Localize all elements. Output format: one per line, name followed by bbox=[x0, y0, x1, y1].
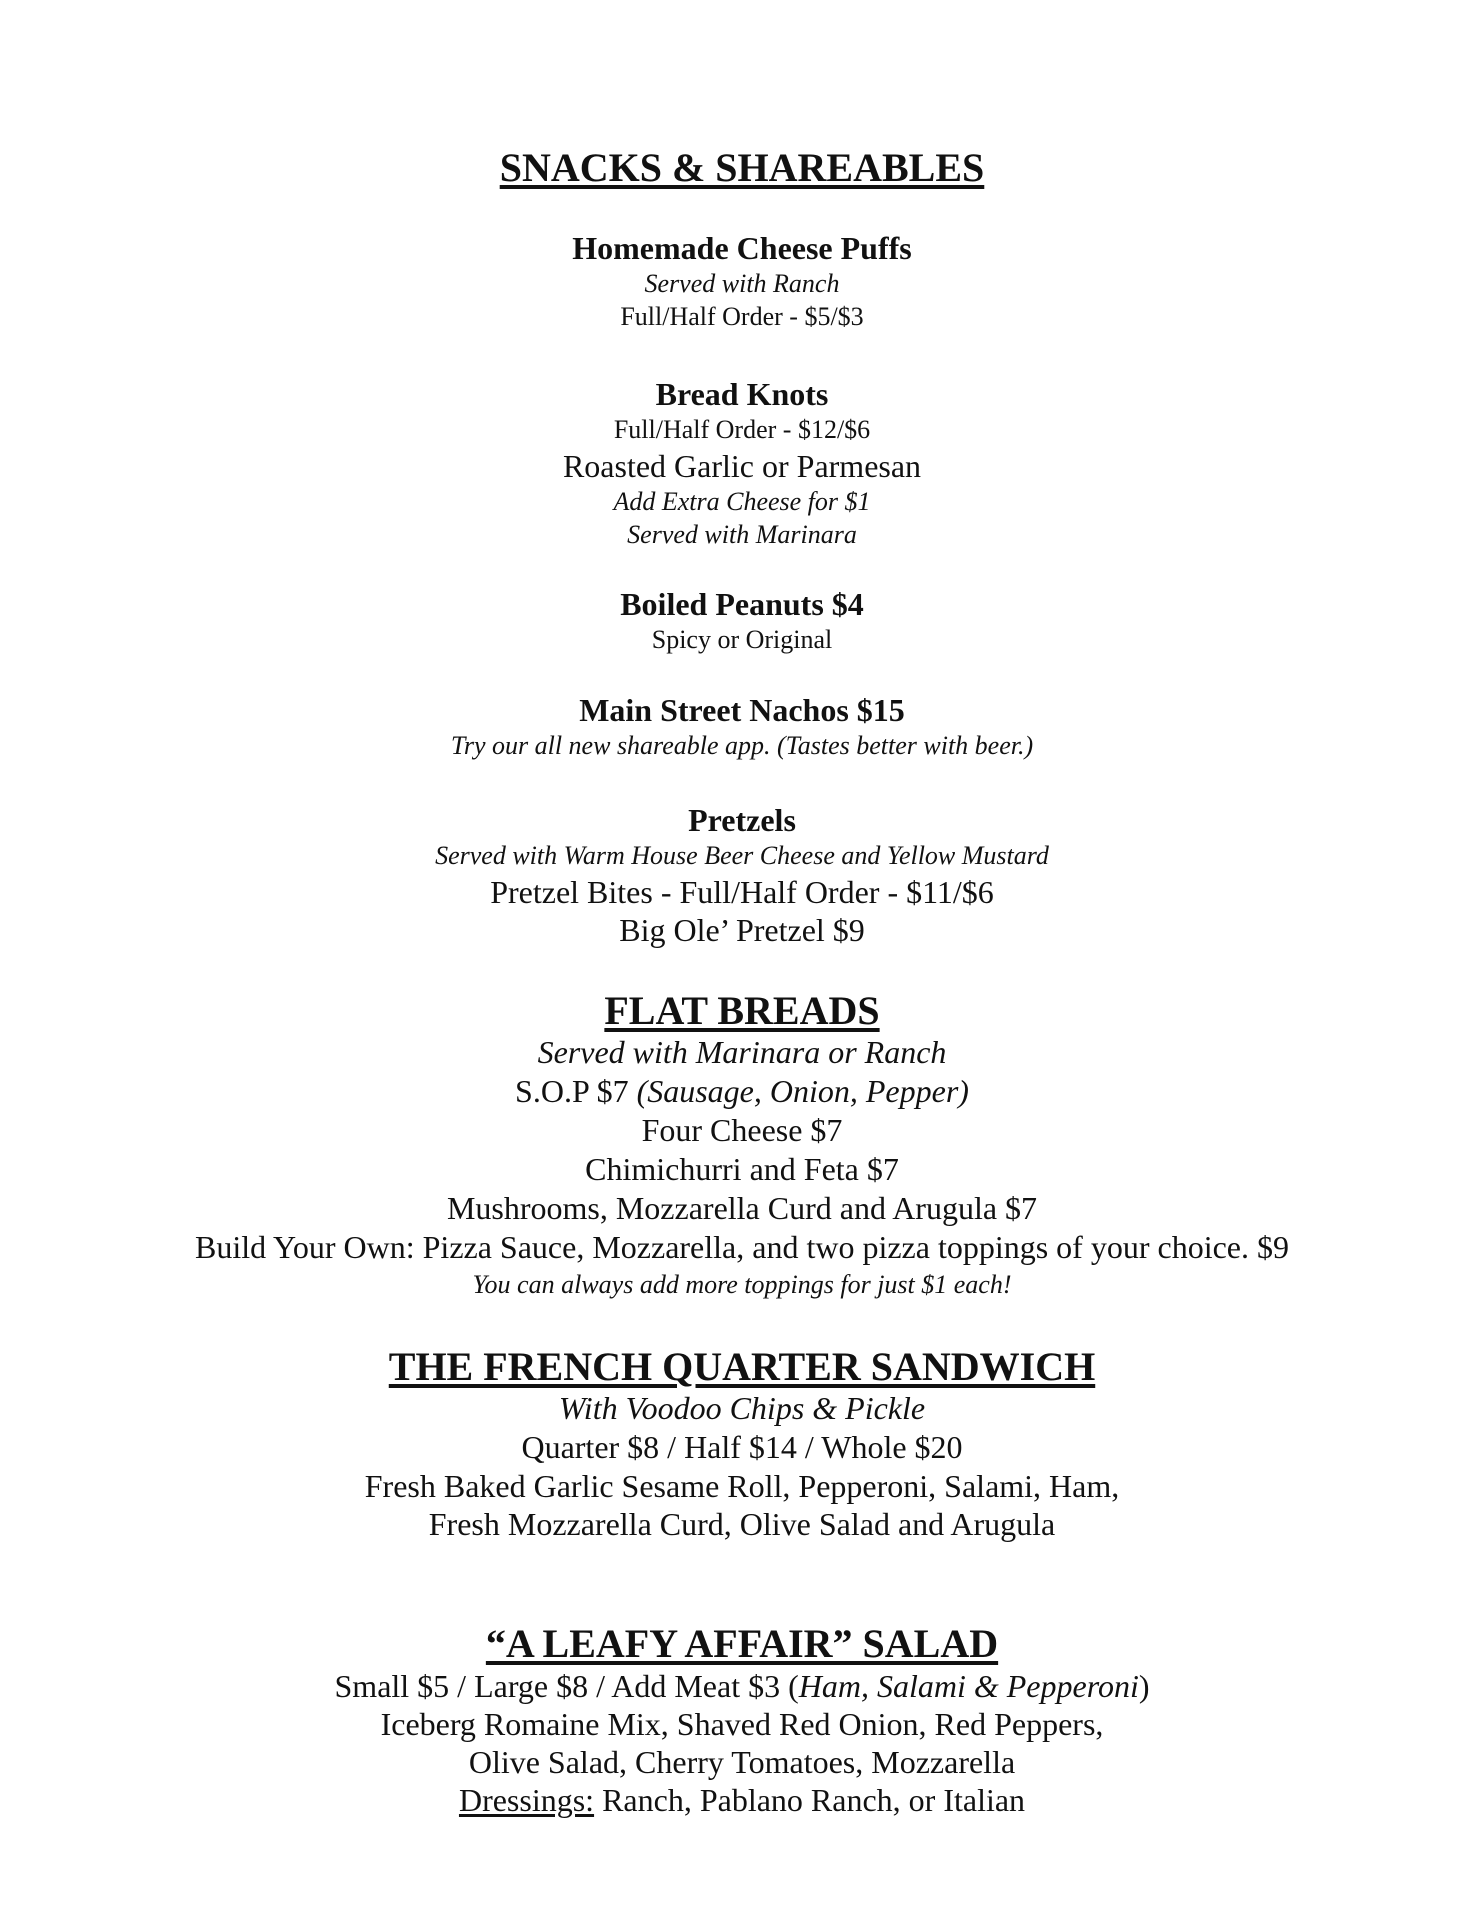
salad-dressings-label: Dressings: bbox=[458, 1782, 595, 1818]
flatbread-sop bbox=[0, 1075, 1484, 1107]
section-title-salad: “A LEAFY AFFAIR” SALAD bbox=[485, 1621, 999, 1666]
sandwich-desc-1: Fresh Baked Garlic Sesame Roll, Pepperoni, Salami, Ham, bbox=[364, 1468, 1120, 1504]
section-title-flatbreads: FLAT BREADS bbox=[604, 988, 880, 1033]
salad-prices bbox=[0, 1670, 1484, 1702]
sandwich-desc-2: Fresh Mozzarella Curd, Olive Salad and Arugula bbox=[428, 1506, 1056, 1542]
flatbread-mushrooms: Mushrooms, Mozzarella Curd and Arugula $7 bbox=[446, 1190, 1038, 1226]
flatbreads-note: Served with Marinara or Ranch bbox=[537, 1034, 947, 1070]
item-name-bread-knots: Bread Knots bbox=[655, 376, 829, 412]
salad-prices-close: ) bbox=[1138, 1668, 1150, 1704]
flatbread-toppings-note: You can always add more toppings for just $1 each! bbox=[472, 1270, 1012, 1299]
flatbread-build-your-own: Build Your Own: Pizza Sauce, Mozzarella, and two pizza toppings of your choice. $9 bbox=[195, 1229, 1289, 1265]
item-name-boiled-peanuts: Boiled Peanuts $4 bbox=[620, 586, 864, 622]
salad-prices-meat: Ham, Salami & Pepperoni bbox=[798, 1668, 1139, 1704]
item-price-pretzel-bites: Pretzel Bites - Full/Half Order - $11/$6 bbox=[490, 874, 994, 910]
salad-desc-1: Iceberg Romaine Mix, Shaved Red Onion, Red Peppers, bbox=[380, 1706, 1104, 1742]
sandwich-note: With Voodoo Chips & Pickle bbox=[558, 1390, 926, 1426]
item-price-big-pretzel: Big Ole’ Pretzel $9 bbox=[619, 912, 865, 948]
item-price-cheese-puffs: Full/Half Order - $5/$3 bbox=[620, 302, 864, 331]
salad-desc-2: Olive Salad, Cherry Tomatoes, Mozzarella bbox=[468, 1744, 1016, 1780]
item-note-cheese-puffs: Served with Ranch bbox=[644, 269, 840, 298]
flatbread-chimichurri: Chimichurri and Feta $7 bbox=[585, 1151, 899, 1187]
salad-dressings bbox=[0, 1784, 1484, 1816]
section-title-sandwich: THE FRENCH QUARTER SANDWICH bbox=[388, 1344, 1096, 1389]
salad-prices-base: Small $5 / Large $8 / Add Meat $3 ( bbox=[334, 1668, 799, 1704]
section-title-snacks: SNACKS & SHAREABLES bbox=[499, 145, 985, 190]
item-price-bread-knots: Full/Half Order - $12/$6 bbox=[613, 415, 871, 444]
item-note-nachos: Try our all new shareable app. (Tastes better with beer.) bbox=[450, 731, 1034, 760]
item-note-bread-knots: Served with Marinara bbox=[627, 520, 857, 549]
item-note-pretzels: Served with Warm House Beer Cheese and Yellow Mustard bbox=[435, 841, 1049, 870]
item-extra-bread-knots: Add Extra Cheese for $1 bbox=[613, 487, 871, 516]
item-name-pretzels: Pretzels bbox=[688, 802, 796, 838]
item-name-nachos: Main Street Nachos $15 bbox=[579, 692, 905, 728]
item-flavors-bread-knots: Roasted Garlic or Parmesan bbox=[562, 448, 922, 484]
flatbread-four-cheese: Four Cheese $7 bbox=[641, 1112, 843, 1148]
salad-dressings-list: Ranch, Pablano Ranch, or Italian bbox=[594, 1782, 1026, 1818]
sandwich-prices: Quarter $8 / Half $14 / Whole $20 bbox=[521, 1429, 963, 1465]
flatbread-sop-desc: (Sausage, Onion, Pepper) bbox=[636, 1073, 969, 1109]
item-name-cheese-puffs: Homemade Cheese Puffs bbox=[572, 230, 912, 266]
item-flavors-boiled-peanuts: Spicy or Original bbox=[651, 625, 833, 654]
flatbread-sop-name: S.O.P $7 bbox=[515, 1073, 629, 1109]
